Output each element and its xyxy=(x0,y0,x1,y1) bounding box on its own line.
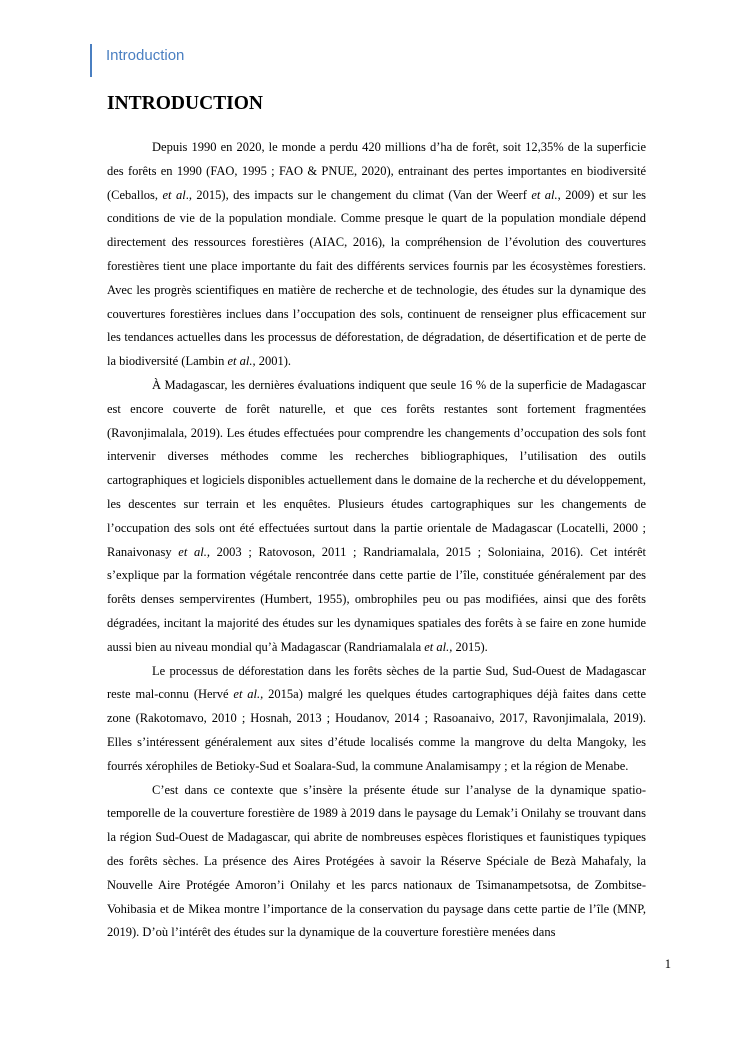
italic-run: et al., xyxy=(227,354,256,369)
section-title: INTRODUCTION xyxy=(107,93,264,114)
page-number: 1 xyxy=(664,957,671,971)
paragraph xyxy=(107,374,646,660)
header-accent-bar xyxy=(90,44,92,77)
text-run: 2003 ; Ratovoson, 2011 ; Randriamalala, 2015 ; Soloniaina, 2016). Cet intérêt s’explique par la formation végétale rencontrée dans cette partie de l’île, constituée généralement par des forêts denses sempervirentes (Humbert, 1955), ombrophiles peu ou pas modifiées, ainsi que des forêts dégradées, incitant la majorité des études sur les dynamiques spatiales des forêts à se faire en zone humide aussi bien au niveau mondial qu’à Madagascar (Randriamalala xyxy=(107,544,646,654)
italic-run: et al. xyxy=(531,187,558,202)
paragraph xyxy=(107,779,646,946)
text-run: Depuis 1990 en 2020, le monde a perdu 420 millions d’ha de forêt, soit 12,35% de la superficie des forêts en 1990 (FAO, 1995 ; FAO & PNUE, 2020), entrainant des pertes importantes en biodiversité (Ceballos, xyxy=(107,140,646,202)
italic-run: et al., xyxy=(233,687,264,702)
italic-run: et al., xyxy=(424,639,453,654)
text-run: ., 2015), des impacts sur le changement du climat (Van der Weerf xyxy=(185,187,532,202)
italic-run: et al., xyxy=(178,544,210,559)
text-run: , 2009) et sur les conditions de vie de la population mondiale. Comme presque le quart de la population mondiale dépend directement des ressources forestières (AIAC, 2016), la compréhension de l’évolution des couvertures forestières tient une place importante du fait des différents services fournis par les écosystèmes forestiers. Avec les progrès scientifiques en matière de recherche et de technologie, des études sur la dynamique des couvertures forestières inclues dans l’occupation des sols, continuent de renseigner plus efficacement sur les tendances actuelles dans les processus de déforestation, de dégradation, de désertification et de perte de la biodiversité (Lambin xyxy=(107,187,646,369)
italic-run: et al xyxy=(162,187,186,202)
text-run: À Madagascar, les dernières évaluations indiquent que seule 16 % de la superficie de Madagascar est encore couverte de forêt naturelle, et que ces forêts restantes sont fortement fragmentées (Ravonjimalala, 2019). Les études effectuées pour comprendre les changements d’occupation des sols font intervenir diverses méthodes comme les recherches bibliographiques, l’utilisation des outils cartographiques et logiciels disponibles actuellement dans le domaine de la recherche et du développement, les descentes sur terrain et les enquêtes. Plusieurs études cartographiques sur les changements de l’occupation des sols ont été effectuées surtout dans la partie orientale de Madagascar (Locatelli, 2000 ; Ranaivonasy xyxy=(107,377,646,559)
paragraph xyxy=(107,660,646,779)
body-text xyxy=(107,136,646,945)
text-run: 2001). xyxy=(255,354,291,369)
text-run: C’est dans ce contexte que s’insère la présente étude sur l’analyse de la dynamique spatio-temporelle de la couverture forestière de 1989 à 2019 dans le paysage du Lemak’i Onilahy se trouvant dans la région Sud-Ouest de Madagascar, qui abrite de nombreuses espèces floristiques et faunistiques typiques des forêts sèches. La présence des Aires Protégées à savoir la Réserve Spéciale de Bezà Mahafaly, la Nouvelle Aire Protégée Amoron’i Onilahy et les parcs nationaux de Tsimanampetsotsa, de Zombitse-Vohibasia et de Mikea montre l’importance de la conservation du paysage dans cette partie de l’île (MNP, 2019). D’où l’intérêt des études sur la dynamique de la couverture forestière menées dans xyxy=(107,782,646,940)
text-run: Le processus de déforestation dans les forêts sèches de la partie Sud, Sud-Ouest de Madagascar reste mal-connu (Hervé xyxy=(107,663,646,702)
text-run: 2015a) malgré les quelques études cartographiques déjà faites dans cette zone (Rakotomavo, 2010 ; Hosnah, 2013 ; Houdanov, 2014 ; Rasoanaivo, 2017, Ravonjimalala, 2019). Elles s’intéressent généralement aux sites d’étude localisés comme la mangrove du delta Mangoky, les fourrés xérophiles de Betioky-Sud et Soalara-Sud, la commune Analamisampy ; et la région de Menabe. xyxy=(107,687,647,773)
paragraph xyxy=(107,136,646,374)
running-header: Introduction xyxy=(106,47,185,64)
text-run: 2015). xyxy=(452,639,488,654)
